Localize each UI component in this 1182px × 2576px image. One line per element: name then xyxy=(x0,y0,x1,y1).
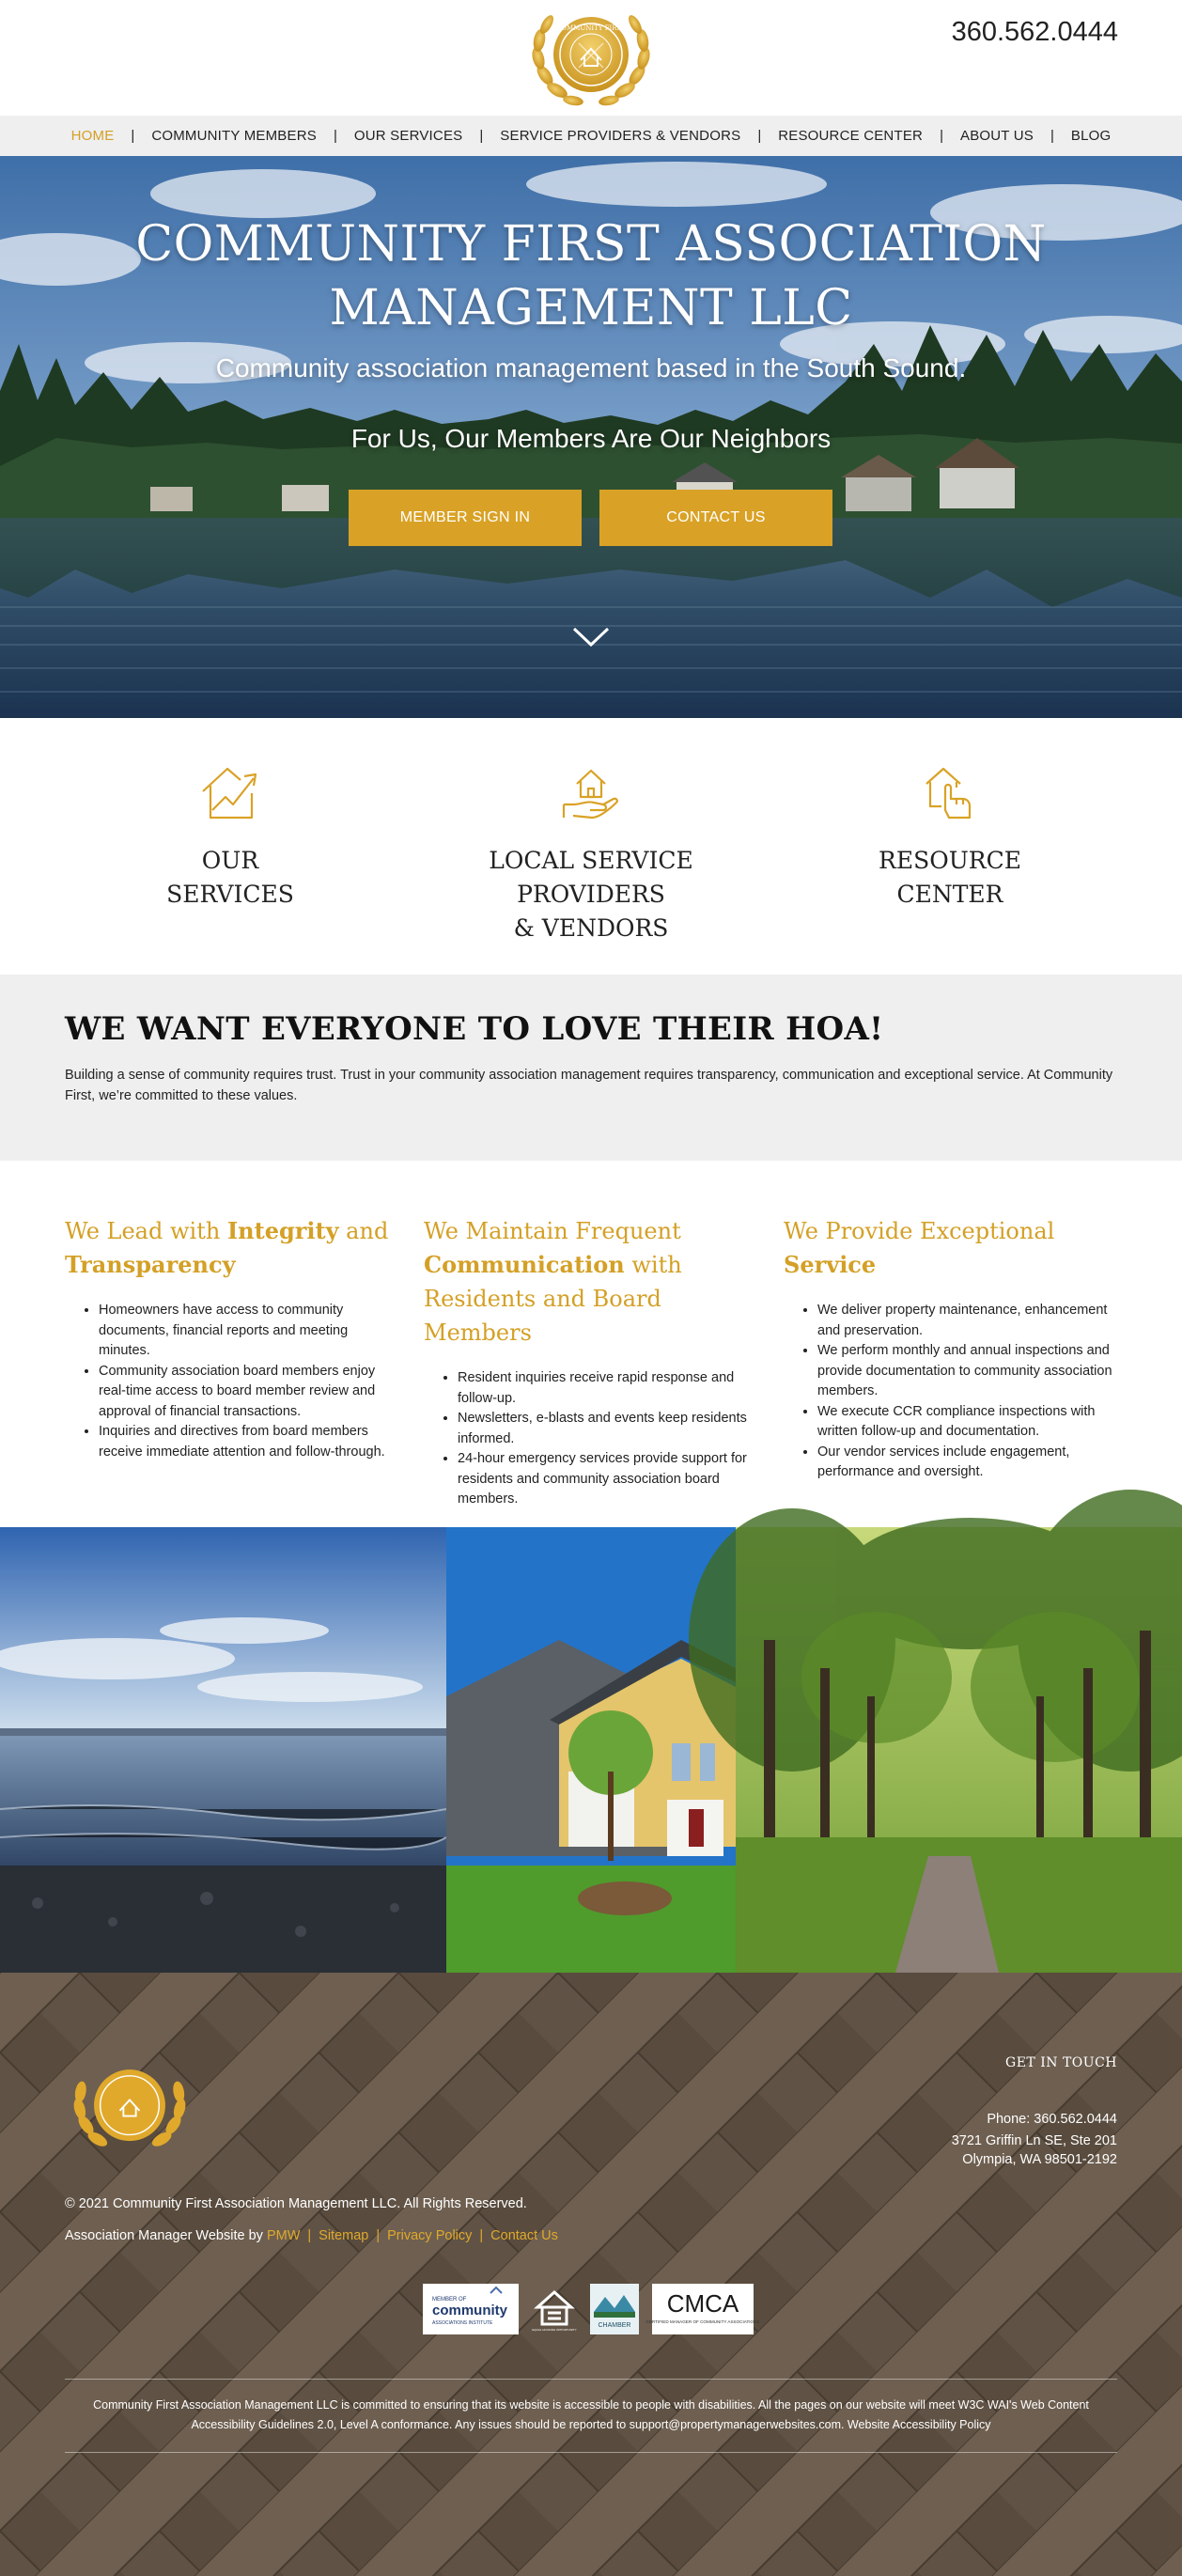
get-in-touch-heading: GET IN TOUCH xyxy=(1005,2055,1117,2070)
contact-us-link[interactable]: Contact Us xyxy=(490,2228,558,2243)
hero-tagline: For Us, Our Members Are Our Neighbors xyxy=(350,424,832,453)
nav-separator: | xyxy=(1050,128,1054,144)
accessibility-statement: Community First Association Management LLC is committed to ensuring that its website is accessible to people with disabilities. All the pages on our website will meet W3C WAI's Web Content Accessibility Guidelines 2.0, Level A conformance. Any issues should be reported to support@propertymanagerwebsites.com. Website Accessibility Policy xyxy=(93,2398,1089,2431)
svg-text:CERTIFIED MANAGER OF COMMUNITY: CERTIFIED MANAGER OF COMMUNITY ASSOCIATIONS xyxy=(645,2319,760,2324)
svg-text:CHAMBER: CHAMBER xyxy=(598,2322,631,2329)
list-item: • Inquiries and directives from board members receive immediate attention and follow-through. xyxy=(99,1422,396,1462)
nav-our-services[interactable]: OUR SERVICES xyxy=(353,128,463,144)
list-item: • Homeowners have access to community documents, financial reports and meeting minutes. xyxy=(99,1301,396,1362)
value-column-service xyxy=(784,1214,1114,1483)
value-list xyxy=(65,1301,396,1462)
nav-home[interactable]: HOME xyxy=(70,128,115,144)
chamber-badge[interactable] xyxy=(590,2284,639,2334)
hero-title-line-1: COMMUNITY FIRST ASSOCIATION xyxy=(135,216,1047,273)
hero-title-line-2: MANAGEMENT LLC xyxy=(329,280,853,336)
tree-lined-path-photo xyxy=(736,1527,1182,1973)
laurel-seal-icon xyxy=(522,2,660,113)
nav-community-members[interactable]: COMMUNITY MEMBERS xyxy=(151,128,317,144)
website-by-label: Association Manager Website by xyxy=(65,2228,267,2243)
site-logo[interactable] xyxy=(522,2,660,113)
house-hand-tap-icon xyxy=(919,763,981,823)
sitemap-link[interactable]: Sitemap xyxy=(319,2228,369,2243)
value-column-integrity xyxy=(65,1214,396,1462)
list-item: • Newsletters, e-blasts and events keep residents informed. xyxy=(458,1409,754,1449)
footer-phone[interactable]: Phone: 360.562.0444 xyxy=(987,2112,1117,2127)
svg-text:EQUAL HOUSING OPPORTUNITY: EQUAL HOUSING OPPORTUNITY xyxy=(532,2328,577,2332)
membership-badges xyxy=(423,2283,760,2335)
nav-blog[interactable]: BLOG xyxy=(1070,128,1112,144)
value-heading: We Provide Exceptional Service xyxy=(784,1218,1055,1278)
nav-about-us[interactable]: ABOUT US xyxy=(959,128,1034,144)
hero-banner xyxy=(0,156,1182,718)
beach-photo xyxy=(0,1527,446,1973)
nav-separator: | xyxy=(333,128,337,144)
value-heading: We Lead with Integrity and Transparency xyxy=(65,1217,389,1278)
value-list xyxy=(784,1301,1114,1483)
separator: | xyxy=(307,2228,312,2243)
site-footer xyxy=(0,1973,1182,2576)
equal-housing-icon xyxy=(532,2287,577,2332)
values-section xyxy=(0,1161,1182,1527)
cmca-badge[interactable] xyxy=(645,2284,760,2334)
list-item: • 24-hour emergency services provide support for residents and community association board members. xyxy=(458,1449,754,1510)
footer-links xyxy=(65,2228,558,2243)
footer-divider xyxy=(65,2379,1117,2380)
copyright: © 2021 Community First Association Management LLC. All Rights Reserved. xyxy=(65,2196,527,2211)
contact-us-button[interactable]: CONTACT US xyxy=(599,490,832,546)
footer-logo[interactable] xyxy=(64,2055,195,2161)
separator: | xyxy=(376,2228,381,2243)
feature-resource-center[interactable] xyxy=(800,763,1100,912)
footer-divider xyxy=(65,2452,1117,2453)
nav-separator: | xyxy=(131,128,135,144)
feature-label: LOCAL SERVICE PROVIDERS & VENDORS xyxy=(489,847,693,942)
list-item: • Our vendor services include engagement, performance and oversight. xyxy=(817,1443,1114,1483)
house-photo xyxy=(446,1527,736,1973)
header-phone[interactable]: 360.562.0444 xyxy=(951,17,1118,47)
nav-service-providers[interactable]: SERVICE PROVIDERS & VENDORS xyxy=(500,128,741,144)
nav-separator: | xyxy=(479,128,484,144)
feature-our-services[interactable] xyxy=(80,763,381,912)
main-nav xyxy=(0,116,1182,156)
intro-body: Building a sense of community requires trust. Trust in your community association management requires transparency, communication and exceptional service. At Community First, we’re committed to these values. xyxy=(65,1068,1113,1103)
chevron-down-icon[interactable] xyxy=(572,626,610,648)
hero-subtitle: Community association management based in the South Sound. xyxy=(215,353,967,382)
nav-separator: | xyxy=(940,128,943,144)
svg-text:ASSOCIATIONS INSTITUTE: ASSOCIATIONS INSTITUTE xyxy=(432,2320,493,2326)
pmw-link[interactable]: PMW xyxy=(266,2228,301,2243)
nav-separator: | xyxy=(757,128,762,144)
footer-address-line-2: Olympia, WA 98501-2192 xyxy=(962,2152,1117,2167)
nav-resource-center[interactable]: RESOURCE CENTER xyxy=(778,128,924,144)
value-list xyxy=(424,1368,754,1510)
list-item: • We deliver property maintenance, enhancement and preservation. xyxy=(817,1301,1114,1341)
svg-text:community: community xyxy=(432,2303,508,2318)
cai-member-badge[interactable] xyxy=(423,2284,519,2334)
feature-label: OUR SERVICES xyxy=(166,847,294,908)
footer-address-line-1: 3721 Griffin Ln SE, Ste 201 xyxy=(951,2133,1117,2148)
svg-text:COMMUNITY FIRST: COMMUNITY FIRST xyxy=(555,24,627,32)
house-arrow-icon xyxy=(199,763,261,823)
intro-section xyxy=(0,975,1182,1161)
value-column-communication xyxy=(424,1214,754,1510)
list-item: • Resident inquiries receive rapid response and follow-up. xyxy=(458,1368,754,1409)
house-in-hand-icon xyxy=(560,763,622,823)
list-item: • We perform monthly and annual inspections and provide documentation to community association members. xyxy=(817,1341,1114,1402)
photo-strip xyxy=(0,1527,1182,1973)
svg-text:CMCA: CMCA xyxy=(666,2289,739,2318)
feature-links xyxy=(0,718,1182,975)
separator: | xyxy=(479,2228,484,2243)
hero-title xyxy=(0,212,1182,340)
value-heading: We Maintain Frequent Communication with Residents and Board Members xyxy=(424,1218,682,1346)
feature-label: RESOURCE CENTER xyxy=(879,847,1021,908)
list-item: • Community association board members enjoy real-time access to board member review and approval of financial transactions. xyxy=(99,1362,396,1423)
site-header xyxy=(0,0,1182,116)
feature-service-providers[interactable] xyxy=(441,763,741,945)
privacy-policy-link[interactable]: Privacy Policy xyxy=(387,2228,473,2243)
intro-heading: WE WANT EVERYONE TO LOVE THEIR HOA! xyxy=(65,1010,884,1048)
list-item: • We execute CCR compliance inspections with written follow-up and documentation. xyxy=(817,1402,1114,1443)
member-sign-in-button[interactable]: MEMBER SIGN IN xyxy=(349,490,582,546)
svg-text:MEMBER OF: MEMBER OF xyxy=(432,2297,467,2303)
